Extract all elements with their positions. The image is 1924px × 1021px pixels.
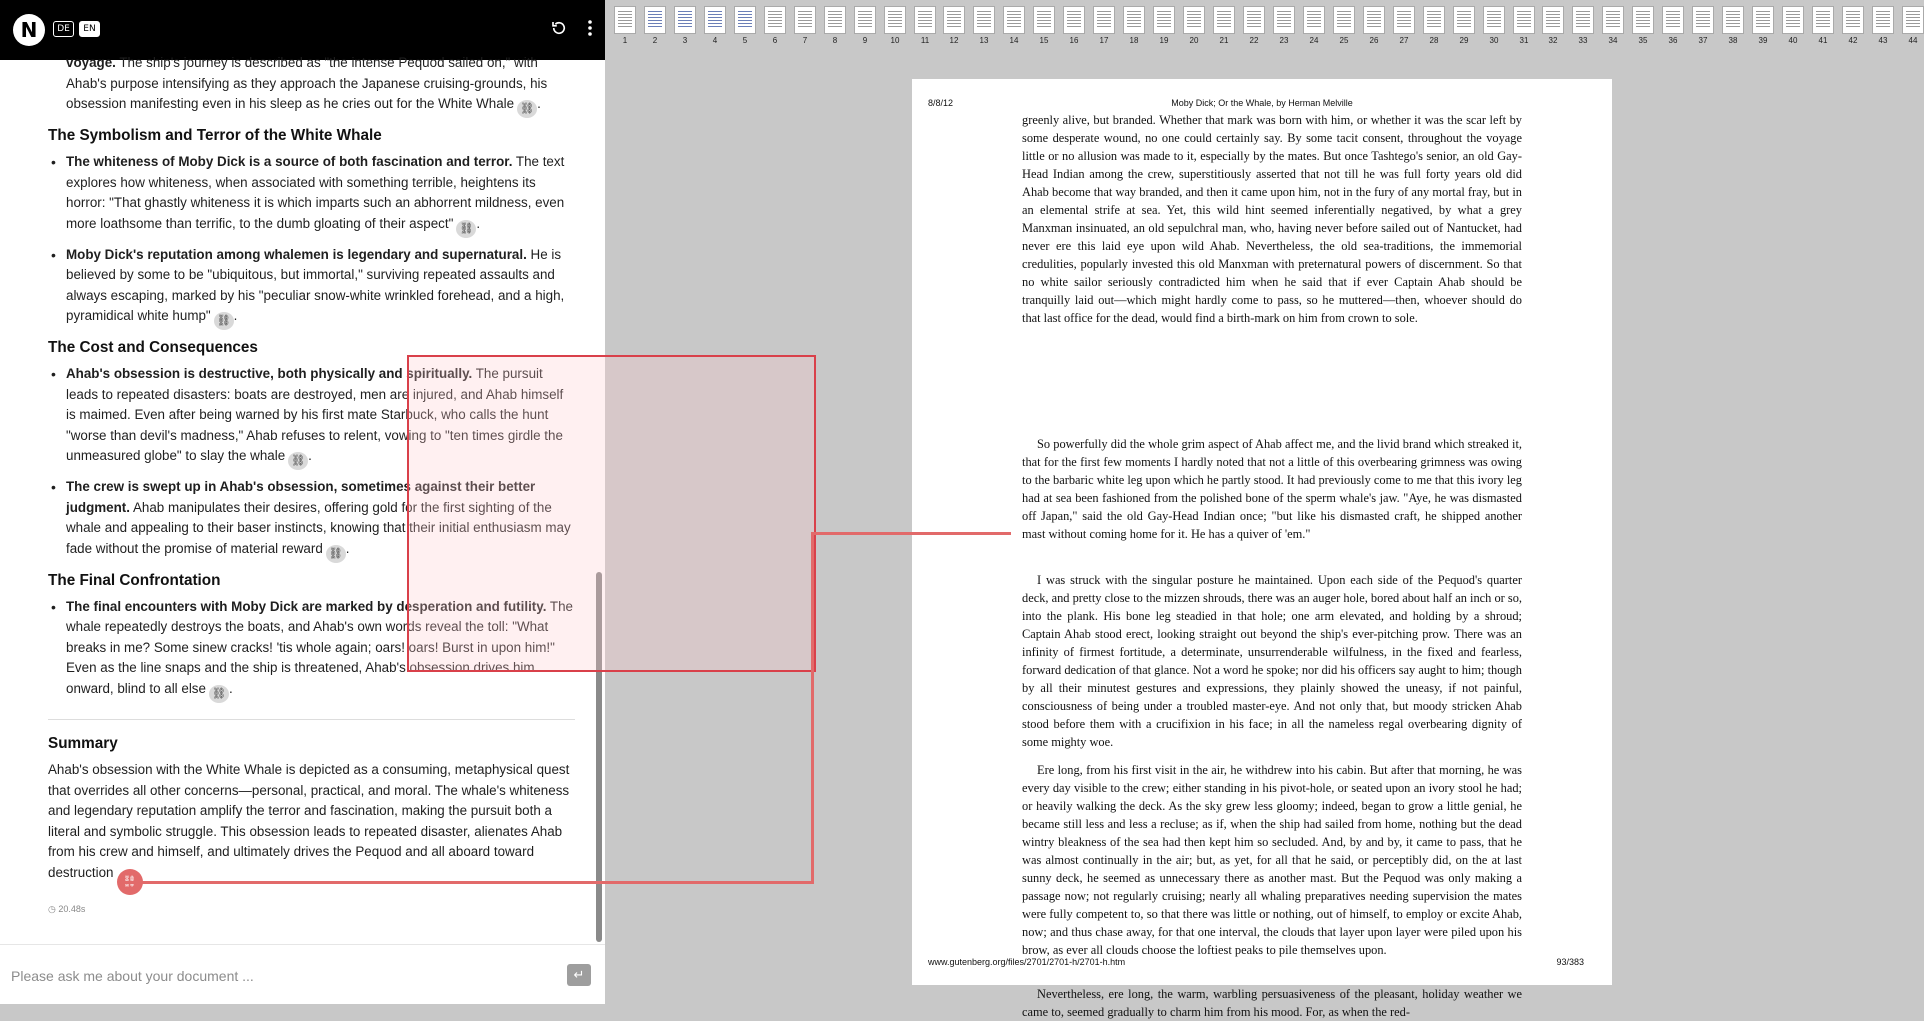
thumbnail-page-number: 25 <box>1339 36 1349 45</box>
thumbnail-page-number: 18 <box>1129 36 1139 45</box>
thumbnail-preview <box>858 11 872 29</box>
item-bold: Moby Dick's reputation among whalemen is legendary and supernatural. <box>66 246 527 262</box>
page-thumbnail[interactable] <box>1063 6 1085 34</box>
page-header-date: 8/8/12 <box>928 98 954 108</box>
page-paragraph: Ere long, from his first visit in the air, he withdrew into his cabin. But after that morning, he was every day visible to the crew; either standing in his pivot-hole, or seated upon an ivory stool he had; or heavily walking the deck. As the sky grew less gloomy; indeed, began to grow a little genial, he became still less and less a recluse; as if, when the ship had sailed from home, nothing but the dead wintry bleakness of the sea had then kept him so secluded. And, by and by, it came to pass, that he was almost continually in the air; but, as yet, for all that he said, or perceptibly did, on the at last sunny deck, he seemed as unnecessary there as another mast. But the Pequod was only making a passage now; not regularly cruising; nearly all whaling preparatives needing supervision the mates were fully competent to, so that there was little or nothing, out of himself, to employ or excite Ahab, now; and thus chase away, for that one interval, the clouds that layer upon layer were piled upon his brow, as ever all clouds choose the loftiest peaks to pile themselves upon. <box>1022 763 1522 957</box>
thumbnail-preview <box>1846 11 1860 29</box>
send-button[interactable]: ↵ <box>567 964 591 986</box>
page-thumbnail[interactable] <box>1662 6 1684 34</box>
thumbnail-page-number: 27 <box>1399 36 1409 45</box>
page-thumbnail[interactable] <box>1033 6 1055 34</box>
page-thumbnail[interactable] <box>644 6 666 34</box>
top-bar <box>0 0 605 60</box>
thumbnail-preview <box>1217 11 1231 29</box>
thumbnail-preview <box>1517 11 1531 29</box>
section-list <box>48 152 575 330</box>
thumbnail-preview <box>1786 11 1800 29</box>
thumbnail-page-number: 28 <box>1429 36 1439 45</box>
citation-link-icon[interactable]: ⛓ <box>288 452 308 470</box>
item-bold: The crew is swept up in Ahab's obsession, sometimes against their better judgment. <box>66 479 536 515</box>
thumbnail-page-number: 40 <box>1788 36 1798 45</box>
thumbnail-preview <box>1457 11 1471 29</box>
thumbnail-preview <box>1726 11 1740 29</box>
page-thumbnail[interactable] <box>1333 6 1355 34</box>
thumbnail-preview <box>1187 11 1201 29</box>
item-text: The pursuit leads to repeated disasters: boats are destroyed, men are injured, and Ahab himself is maimed. Even after being warned by his first mate Starbuck, who calls the hunt "worse than devil's madness," Ahab refuses to relent, vowing to "ten times girdle the unmeasured globe" to slay the whale <box>66 366 564 463</box>
page-thumbnail[interactable] <box>1513 6 1535 34</box>
item-bold: The whiteness of Moby Dick is a source of both fascination and terror. <box>66 154 513 169</box>
thumbnail-preview <box>1337 11 1351 29</box>
thumbnail-preview <box>1307 11 1321 29</box>
page-thumbnail[interactable] <box>1273 6 1295 34</box>
thumbnail-page-number: 41 <box>1818 36 1828 45</box>
thumbnail-page-number: 36 <box>1668 36 1678 45</box>
thumbnail-preview <box>738 11 752 29</box>
thumbnail-page-number: 15 <box>1039 36 1049 45</box>
citation-connector-line <box>118 881 814 884</box>
thumbnail-preview <box>1876 11 1890 29</box>
thumbnail-preview <box>1127 11 1141 29</box>
intro-text: The ship's journey is described as "the intense Pequod sailed on," with Ahab's purpose intensifying as they approach the Japanese cruising-grounds, his obsession manifesting even in his sleep as he cries out for the White Whale <box>66 55 548 111</box>
response-time: ◷ 20.48s <box>48 903 86 914</box>
page-thumbnail-strip[interactable] <box>605 0 1920 50</box>
page-thumbnail[interactable] <box>1632 6 1654 34</box>
thumbnail-preview <box>1427 11 1441 29</box>
page-thumbnail[interactable] <box>674 6 696 34</box>
refresh-icon[interactable] <box>549 19 569 39</box>
citation-link-icon[interactable]: ⛓ <box>456 220 476 238</box>
page-thumbnail[interactable] <box>1692 6 1714 34</box>
page-thumbnail[interactable] <box>1602 6 1624 34</box>
item-text: He is believed by some to be "ubiquitous, but immortal," surviving repeated assaults and always escaping, marked by his "peculiar snow-white wrinkled forehead, and a high, pyramidical white hump" <box>66 246 565 323</box>
divider <box>48 719 575 720</box>
thumbnail-preview <box>1606 11 1620 29</box>
page-thumbnail[interactable] <box>1213 6 1235 34</box>
thumbnail-page-number: 20 <box>1189 36 1199 45</box>
page-thumbnail[interactable] <box>854 6 876 34</box>
page-thumbnail[interactable] <box>1093 6 1115 34</box>
citation-link-icon[interactable]: ⛓ <box>517 100 537 118</box>
page-thumbnail[interactable] <box>1572 6 1594 34</box>
thumbnail-preview <box>1546 11 1560 29</box>
intro-bold: voyage. <box>66 55 116 70</box>
thumbnail-page-number: 7 <box>802 36 808 45</box>
more-menu-icon[interactable] <box>583 19 597 39</box>
page-thumbnail[interactable] <box>884 6 906 34</box>
thumbnail-page-number: 34 <box>1608 36 1618 45</box>
list-item: • The whiteness of Moby Dick is a source of both fascination and terror. The text explores how whiteness, when associated with something terrible, heightens its horror: "That ghastly whiteness it is which imparts such an abhorrent mildness, even more loathsome than terrific, to the dumb gloating of their aspect" ⛓ . <box>48 152 575 238</box>
thumbnail-preview <box>618 11 632 29</box>
thumbnail-page-number: 43 <box>1878 36 1888 45</box>
thumbnail-preview <box>1906 11 1920 29</box>
thumbnail-page-number: 22 <box>1249 36 1259 45</box>
citation-connector-line <box>811 532 814 884</box>
thumbnail-page-number: 35 <box>1638 36 1648 45</box>
thumbnail-page-number: 38 <box>1728 36 1738 45</box>
thumbnail-page-number: 29 <box>1459 36 1469 45</box>
item-text: The whale repeatedly destroys the boats, and Ahab's own words reveal the toll: "What breaks in me? Some sinew cracks! 'tis whole again; oars! oars! Burst in upon him!" Even as the line snaps and the ship is threatened, Ahab's obsession drives him onward, blind to all else <box>66 598 573 696</box>
list-item: • The crew is swept up in Ahab's obsession, sometimes against their better judgment. Ahab manipulates their desires, offering gold for the first sighting of the whale and appealing to their baser instincts, knowing that their initial enthusiasm may fade without the promise of material reward ⛓ . <box>48 477 575 563</box>
thumbnail-page-number: 10 <box>890 36 900 45</box>
thumbnail-page-number: 1 <box>622 36 628 45</box>
item-text: The text explores how whiteness, when associated with something terrible, heightens its horror: "That ghastly whiteness it is which imparts such an abhorrent mildness, even more loathsome than terrific, to the dumb gloating of their aspect" <box>66 154 565 231</box>
thumbnail-page-number: 2 <box>652 36 658 45</box>
thumbnail-preview <box>1696 11 1710 29</box>
summary-title: Summary <box>48 734 118 752</box>
intro-paragraph: voyage. The ship's journey is described as "the intense Pequod sailed on," with Ahab's purpose intensifying as they approach the Japanese cruising-grounds, his obsession manifesting even in his sleep as he cries out for the White Whale ⛓ . <box>48 53 575 118</box>
page-paragraph: Nevertheless, ere long, the warm, warbling persuasiveness of the pleasant, holiday weather we came to, seemed gradually to charm him from his mood. For, as when the red- <box>1022 987 1522 1019</box>
page-thumbnail[interactable] <box>1782 6 1804 34</box>
citation-highlight-box <box>407 355 816 672</box>
citation-link-icon[interactable]: ⛓ <box>214 312 234 330</box>
page-thumbnail[interactable] <box>1722 6 1744 34</box>
page-thumbnail[interactable] <box>1453 6 1475 34</box>
page-thumbnail[interactable] <box>1003 6 1025 34</box>
page-thumbnail[interactable] <box>794 6 816 34</box>
page-thumbnail[interactable] <box>973 6 995 34</box>
thumbnail-page-number: 37 <box>1698 36 1708 45</box>
thumbnail-page-number: 33 <box>1578 36 1588 45</box>
page-thumbnail[interactable] <box>1842 6 1864 34</box>
thumbnail-page-number: 3 <box>682 36 688 45</box>
thumbnail-page-number: 5 <box>742 36 748 45</box>
section-title: The Symbolism and Terror of the White Whale <box>48 127 382 144</box>
language-de-button[interactable]: DE <box>53 21 74 37</box>
thumbnail-page-number: 14 <box>1009 36 1019 45</box>
thumbnail-preview <box>1037 11 1051 29</box>
logo-letter: N <box>20 18 38 42</box>
list-item: • Ahab's obsession is destructive, both physically and spiritually. The pursuit leads to repeated disasters: boats are destroyed, men are injured, and Ahab himself is maimed. Even after being warned by his first mate Starbuck, who calls the hunt "worse than devil's madness," Ahab refuses to relent, vowing to "ten times girdle the unmeasured globe" to slay the whale ⛓ . <box>48 364 575 470</box>
thumbnail-preview <box>1097 11 1111 29</box>
page-thumbnail[interactable] <box>943 6 965 34</box>
page-thumbnail[interactable] <box>1303 6 1325 34</box>
thumbnail-preview <box>648 11 662 29</box>
page-thumbnail[interactable] <box>1153 6 1175 34</box>
page-thumbnail[interactable] <box>824 6 846 34</box>
thumbnail-page-number: 44 <box>1908 36 1918 45</box>
page-thumbnail[interactable] <box>1363 6 1385 34</box>
thumbnail-page-number: 11 <box>920 36 930 45</box>
thumbnail-preview <box>1397 11 1411 29</box>
page-paragraph: So powerfully did the whole grim aspect of Ahab affect me, and the livid brand which streaked it, that for the first few moments I hardly noted that not a little of this overbearing grimness was owing to the barbaric white leg upon which he partly stood. It had previously come to me that this ivory leg had at sea been fashioned from the polished bone of the sperm whale's jaw. "Aye, he was dismasted off Japan," said the old Gay-Head Indian once; "but like his dismasted craft, he shipped another mast without coming home for it. He has a quiver of 'em." <box>1022 437 1522 541</box>
thumbnail-page-number: 24 <box>1309 36 1319 45</box>
thumbnail-preview <box>828 11 842 29</box>
page-thumbnail[interactable] <box>1902 6 1924 34</box>
thumbnail-page-number: 26 <box>1369 36 1379 45</box>
thumbnail-page-number: 4 <box>712 36 718 45</box>
page-thumbnail[interactable] <box>1542 6 1564 34</box>
page-thumbnail[interactable] <box>1243 6 1265 34</box>
thumbnail-page-number: 6 <box>772 36 778 45</box>
thumbnail-preview <box>678 11 692 29</box>
input-area <box>0 944 605 1004</box>
page-footer-number: 93/383 <box>1556 957 1584 967</box>
thumbnail-page-number: 39 <box>1758 36 1768 45</box>
thumbnail-page-number: 16 <box>1069 36 1079 45</box>
page-thumbnail[interactable] <box>1812 6 1834 34</box>
citation-link-icon[interactable]: ⛓ <box>209 685 229 703</box>
page-thumbnail[interactable] <box>1752 6 1774 34</box>
thumbnail-page-number: 21 <box>1219 36 1229 45</box>
app-logo[interactable] <box>13 14 45 46</box>
thumbnail-preview <box>798 11 812 29</box>
thumbnail-preview <box>1007 11 1021 29</box>
thumbnail-preview <box>1247 11 1261 29</box>
question-input[interactable] <box>11 965 551 987</box>
page-paragraph: greenly alive, but branded. Whether that mark was born with him, or whether it was the scar left by some desperate wound, no one could certainly say. By some tacit consent, throughout the voyage little or no allusion was made to it, especially by the mates. But once Tashtego's senior, an old Gay-Head Indian among the crew, superstitiously asserted that not till he was full forty years old did Ahab become that way branded, and then it came upon him, not in the fury of any mortal fray, but in an elemental strife at sea. Yet, this wild hint seemed inferentially negatived, by what a grey Manxman insinuated, an old sepulchral man, who, having never before sailed out of Nantucket, had never ere this laid eye upon wild Ahab. Nevertheless, the old sea-traditions, the immemorial credulities, popularly invested this old Manxman with preternatural powers of discernment. So that no white sailor seriously contradicted him when he said that if ever Captain Ahab should be tranquilly laid out—which might hardly come to pass, so he muttered—then, whoever should do that last office for the dead, would find a birth-mark on him from crown to sole. <box>1022 113 1522 325</box>
thumbnail-page-number: 23 <box>1279 36 1289 45</box>
page-thumbnail[interactable] <box>1872 6 1894 34</box>
page-thumbnail[interactable] <box>1183 6 1205 34</box>
thumbnail-page-number: 9 <box>862 36 868 45</box>
page-thumbnail[interactable] <box>914 6 936 34</box>
citation-connector-line <box>811 532 1011 535</box>
item-bold: The final encounters with Moby Dick are marked by desperation and futility. <box>66 598 547 614</box>
thumbnail-page-number: 32 <box>1548 36 1558 45</box>
thumbnail-preview <box>918 11 932 29</box>
summary-text <box>48 760 575 895</box>
thumbnail-page-number: 13 <box>979 36 989 45</box>
page-header-title: Moby Dick; Or the Whale, by Herman Melville <box>1171 98 1353 108</box>
summary-body: Ahab's obsession with the White Whale is depicted as a consuming, metaphysical quest that overrides all other concerns—personal, practical, and moral. The whale's whiteness and legendary reputation amplify the terror and fascination, making the pursuit both a literal and symbolic struggle. This obsession leads to repeated disaster, alienates Ahab from his crew and himself, and ultimately drives the Pequod and all aboard toward destruction <box>48 762 570 880</box>
thumbnail-preview <box>1576 11 1590 29</box>
page-paragraph: I was struck with the singular posture he maintained. Upon each side of the Pequod's quarter deck, and pretty close to the mizzen shrouds, there was an auger hole, bored about half an inch or so, into the plank. His bone leg steadied in that hole; one arm elevated, and holding by a shroud; Captain Ahab stood erect, looking straight out beyond the ship's ever-pitching prow. There was an infinity of firmest fortitude, a determinate, unsurrenderable wilfulness, in the fixed and fearless, forward dedication of that glance. Not a word he spoke; nor did his officers say aught to him; though by all their minutest gestures and expressions, they plainly showed the uneasy, if not painful, consciousness of being under a troubled master-eye. And not only that, but moody stricken Ahab stood before them with a crucifixion in his face; in all the nameless regal overbearing dignity of some mighty woe. <box>1022 573 1522 749</box>
thumbnail-preview <box>1487 11 1501 29</box>
thumbnail-preview <box>888 11 902 29</box>
thumbnail-preview <box>947 11 961 29</box>
thumbnail-preview <box>1816 11 1830 29</box>
page-thumbnail[interactable] <box>1483 6 1505 34</box>
thumbnail-preview <box>1067 11 1081 29</box>
thumbnail-preview <box>1367 11 1381 29</box>
list-item: • The final encounters with Moby Dick are marked by desperation and futility. The whale repeatedly destroys the boats, and Ahab's own words reveal the toll: "What breaks in me? Some sinew cracks! 'tis whole again; oars! oars! Burst in upon him!" Even as the line snaps and the ship is threatened, Ahab's obsession drives him onward, blind to all else ⛓ . <box>48 597 575 703</box>
page-thumbnail[interactable] <box>764 6 786 34</box>
section-title: The Final Confrontation <box>48 571 221 589</box>
thumbnail-page-number: 42 <box>1848 36 1858 45</box>
page-thumbnail[interactable] <box>734 6 756 34</box>
page-thumbnail[interactable] <box>1423 6 1445 34</box>
page-footer-url: www.gutenberg.org/files/2701/2701-h/2701-h.htm <box>928 957 1126 967</box>
thumbnail-page-number: 31 <box>1519 36 1529 45</box>
thumbnail-preview <box>1277 11 1291 29</box>
page-thumbnail[interactable] <box>1123 6 1145 34</box>
page-thumbnail[interactable] <box>704 6 726 34</box>
thumbnail-preview <box>1636 11 1650 29</box>
thumbnail-preview <box>768 11 782 29</box>
page-thumbnail[interactable] <box>614 6 636 34</box>
page-thumbnail[interactable] <box>1393 6 1415 34</box>
elapsed-time: 20.48s <box>58 903 86 914</box>
thumbnail-page-number: 17 <box>1099 36 1109 45</box>
citation-link-icon[interactable]: ⛓ <box>326 545 346 563</box>
list-item: • Moby Dick's reputation among whalemen is legendary and supernatural. He is believed by some to be "ubiquitous, but immortal," surviving repeated assaults and always escaping, marked by his "peculiar snow-white wrinkled forehead, and a high, pyramidical white hump" ⛓ . <box>48 245 575 331</box>
thumbnail-page-number: 19 <box>1159 36 1169 45</box>
thumbnail-preview <box>977 11 991 29</box>
thumbnail-page-number: 8 <box>832 36 838 45</box>
thumbnail-preview <box>1756 11 1770 29</box>
thumbnail-preview <box>708 11 722 29</box>
thumbnail-preview <box>1666 11 1680 29</box>
section-title: The Cost and Consequences <box>48 339 258 356</box>
thumbnail-page-number: 30 <box>1489 36 1499 45</box>
language-en-button[interactable]: EN <box>79 21 100 37</box>
item-bold: Ahab's obsession is destructive, both physically and spiritually. <box>66 366 473 381</box>
item-text: Ahab manipulates their desires, offering gold for the first sighting of the whale and appealing to their baser instincts, knowing that their initial enthusiasm may fade without the promise of material reward <box>66 499 571 556</box>
thumbnail-page-number: 12 <box>949 36 959 45</box>
thumbnail-preview <box>1157 11 1171 29</box>
document-page <box>912 79 1612 1019</box>
